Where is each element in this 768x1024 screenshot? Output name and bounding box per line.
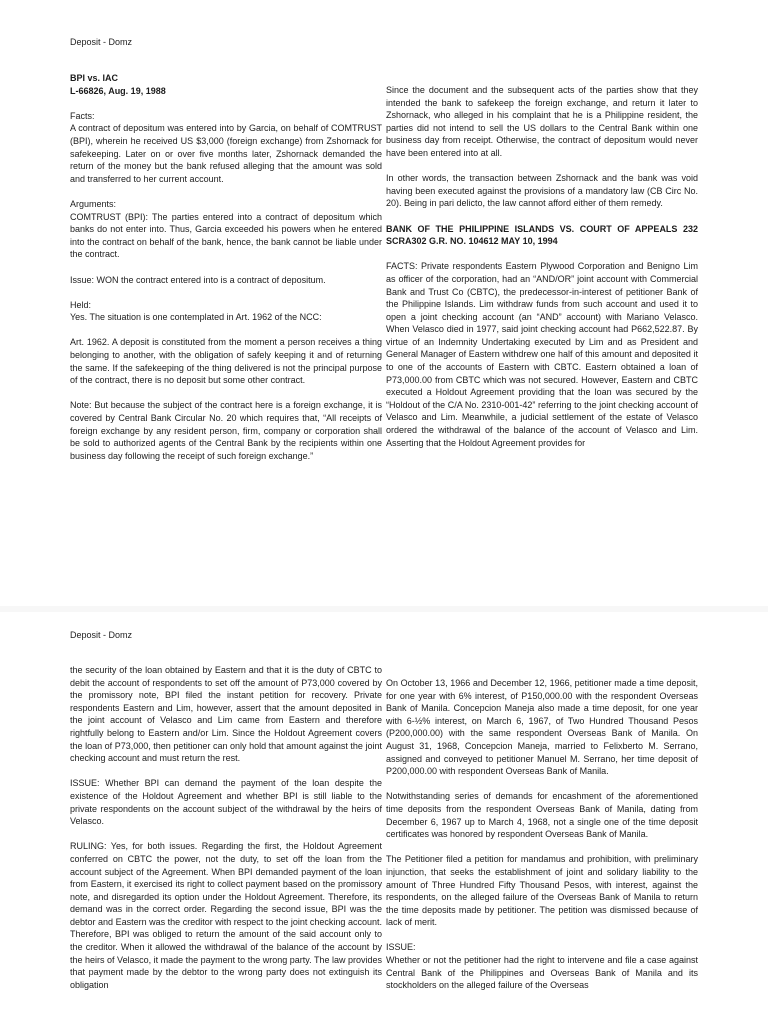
ruling-paragraph: RULING: Yes, for both issues. Regarding the first, the Holdout Agreement conferred on CBTC the power, not the duty, to set off the loan from the account subject of the Agreement. When BPI demanded payment of the loan from Eastern, it exercised its right to collect payment based on the promissory note, and disregarded its option under the Holdout Agreement. Therefore, its demand was in the correct order. Regarding the second issue, BPI was the debtor and Eastern was the creditor with respect to the joint checking account. Therefore, BPI was obliged to return the amount of the said account only to the creditor. When it allowed the withdrawal of the balance of the account by the heirs of Velasco, it made the payment to the wrong party. The law provides that payment made by the debtor to the wrong party does not extinguish its obligation [70,841,382,990]
case-title-2: BANK OF THE PHILIPPINE ISLANDS VS. COURT OF APPEALS 232 SCRA302 G.R. NO. 104612 MAY 10, 1994 [386,223,698,247]
held-label: Held: [70,299,92,310]
case-title: BPI vs. IAC [70,73,119,83]
arguments-paragraph: COMTRUST (BPI): The parties entered into a contract of depositum which banks do not enter into. Thus, Garcia exceeded his powers when he entered into the contract on behalf of the bank, hence, the bank cannot be liable under the contract. [70,211,382,260]
facts-label: Facts: [70,110,95,121]
right-column [386,84,698,462]
case-number: L-66826, Aug. 19, 1988 [70,85,166,96]
facts-paragraph: A contract of depositum was entered into by Garcia, on behalf of COMTRUST (BPI), wherein he received US $3,000 (foreign exchange) from Zshornack for safekeeping. Later on or over five months later, Zshornack demanded the return of the money but the bank refused alleging that the amount was sold and transferred to her current account. [70,123,382,184]
issue-paragraph-2: ISSUE: Whether BPI can demand the payment of the loan despite the existence of the Holdout Agreement and whether BPI is still liable to the private respondents on the account subject of the withdrawal by the heirs of Velasco. [70,778,382,827]
facts-paragraph-2: FACTS: Private respondents Eastern Plywood Corporation and Benigno Lim as officer of the corporation, had an “AND/OR” joint account with Commercial Bank and Trust Co (CBTC), the predecessor-in-interest of petitioner Bank of the Philippine Islands. Lim withdraw funds from such account and used it to open a joint checking account (an “AND” account) with Mariano Velasco. When Velasco died in 1977, said joint checking account had P662,522.87. By virtue of an Indemnity Undertaking executed by Lim and as President and General Manager of Eastern withdrew one half of this amount and deposited it to one of the accounts of Eastern with CBTC. Eastern obtained a loan of P73,000.00 from CBTC which was not secured. However, Eastern and CBTC executed a Holdout Agreement providing that the loan was secured by the “Holdout of the C/A No. 2310-001-42” referring to the joint checking account of Velasco and Lim. Meanwhile, a judicial settlement of the estate of Velasco ordered the withdrawal of the balance of the account of Velasco and Lim. Asserting that the Holdout Agreement provides for [386,261,698,448]
held-paragraph: Yes. The situation is one contemplated in Art. 1962 of the NCC: [70,312,322,323]
article-paragraph: Art. 1962. A deposit is constituted from the moment a person receives a thing belonging to another, with the obligation of safely keeping it and of returning the same. If the safekeeping of the thing delivered is not the principal purpose of the contract, there is no deposit but some other contract. [70,337,382,386]
zshornack-paragraph: Since the document and the subsequent acts of the parties show that they intended the bank to safekeep the foreign exchange, and return it later to Zshornack, who alleged in his complaint that he is a Philippine resident, the parties did not intend to sell the US dollars to the Central Bank within one business day from receipt. Otherwise, the contract of depositum would never have been entered into at all. [386,85,698,158]
document-page-2 [0,612,768,1024]
issue-paragraph: Issue: WON the contract entered into is a contract of depositum. [70,274,326,285]
left-column-2 [70,664,382,1004]
issue-label: ISSUE: [386,942,416,953]
note-paragraph: Note: But because the subject of the contract here is a foreign exchange, it is covered by Central Bank Circular No. 20 which requires that, “All receipts of foreign exchange by any resident person, firm, company or corporation shall be sold to authorized agents of the Central Bank by the recipients within one business day following the receipt of such foreign exchange.” [70,400,382,461]
mandamus-paragraph: The Petitioner filed a petition for mandamus and prohibition, with preliminary injunction, that seeks the establishment of joint and solidary liability to the amount of Three Hundred Fifty Thousand Pesos, with interest, against the respondents, on the alleged failure of the Overseas Bank of Manila to return the time deposits made by petitioner. The petition was dismissed because of lack of merit. [386,854,698,928]
arguments-label: Arguments: [70,198,117,209]
left-column [70,72,382,475]
page-header: Deposit - Domz [70,37,133,47]
right-column-2 [386,677,698,1004]
page-header-2: Deposit - Domz [70,630,133,640]
pari-delicto-paragraph: In other words, the transaction between Zshornack and the bank was void having been executed against the provisions of a mandatory law (CB Circ No. 20). Being in pari delicto, the law cannot afford either of them remedy. [386,173,698,209]
petition-paragraph: the security of the loan obtained by Eastern and that it is the duty of CBTC to debit the account of respondents to set off the amount of P73,000 covered by the promissory note, BPI filed the instant petition for recovery. Private respondents Eastern and Lim, however, assert that the amount deposited in the joint account of Velasco and Lim came from Eastern and therefore rightfully belong to Eastern and/or Lim. Since the Holdout Agreement covers the loan of P73,000, then petitioner can only hold that amount against the joint checking account and must return the rest. [70,665,382,764]
time-deposit-paragraph: On October 13, 1966 and December 12, 1966, petitioner made a time deposit, for one year with 6% interest, of P150,000.00 with the respondent Overseas Bank of Manila. Concepcion Maneja also made a time deposit, for one year with 6-½% interest, on March 6, 1967, of Two Hundred Thousand Pesos (P200,000.00) with the same respondent Overseas Bank of Manila. On August 31, 1968, Concepcion Maneja, married to Felixberto M. Serrano, assigned and conveyed to petitioner Manuel M. Serrano, her time deposit of P200,000.00 with respondent Overseas Bank of Manila. [386,678,698,777]
demands-paragraph: Notwithstanding series of demands for encashment of the aforementioned time deposits from the respondent Overseas Bank of Manila, dating from December 6, 1967 up to March 4, 1968, not a single one of the time deposit certificates was honored by respondent Overseas Bank of Manila. [386,791,698,840]
issue-paragraph-3: Whether or not the petitioner had the right to intervene and file a case against Central Bank of the Philippines and Overseas Bank of Manila and its stockholders on the alleged failure of the Overseas [386,955,698,991]
